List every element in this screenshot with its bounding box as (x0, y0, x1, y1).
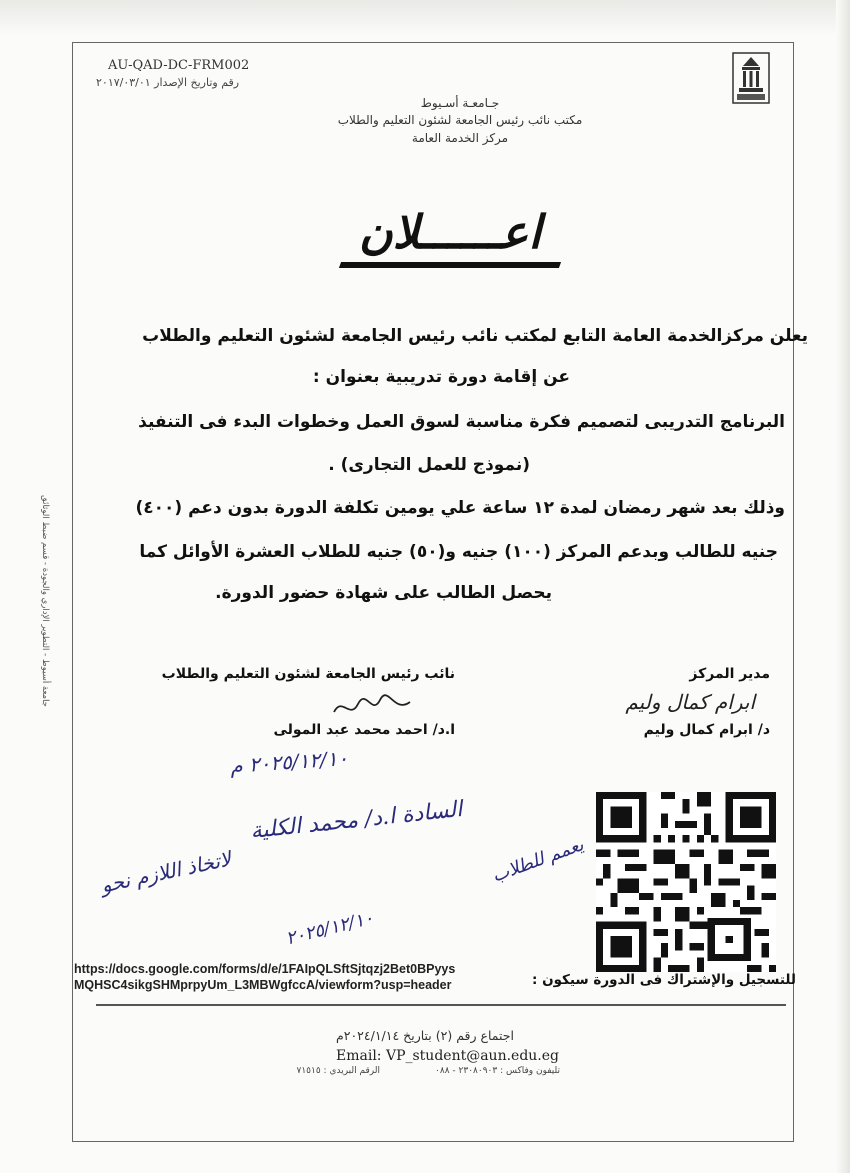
handwritten-note-3: ٢٠٢٥/١٢/١٠ (283, 907, 376, 950)
form-url-line-2[interactable]: MQHSC4sikgSHMprpyUm_L3MBWgfccA/viewform?usp=header (74, 978, 452, 992)
university-name: جـامعـة أسـيوط (420, 96, 500, 110)
body-line-3: البرنامج التدريبى لتصميم فكرة مناسبة لسوق العمل وخطوات البدء فى التنفيذ (138, 412, 785, 432)
center-name: مركز الخدمة العامة (411, 131, 509, 145)
register-label: للتسجيل والإشتراك فى الدورة سيكون : (531, 972, 796, 988)
body-line-6: جنيه للطالب وبدعم المركز (١٠٠) جنيه و(٥٠) جنيه للطلاب العشرة الأوائل كما (139, 542, 778, 562)
director-handwriting: ابرام كمال وليم (625, 690, 755, 714)
director-title: مدير المركز (689, 666, 770, 682)
body-line-7: يحصل الطالب على شهادة حضور الدورة. (215, 583, 552, 603)
body-line-1: يعلن مركزالخدمة العامة التابع لمكتب نائب رئيس الجامعة لشئون التعليم والطلاب (142, 326, 808, 346)
vp-name: ا.د/ احمد محمد عبد المولى (273, 722, 455, 738)
footer-divider (96, 1004, 786, 1006)
director-name: د/ ابرام كمال وليم (643, 722, 770, 738)
phone-line: تليفون وفاكس : ٢٣٠٨٠٩٠٣ - ٠٨٨ (435, 1066, 560, 1076)
qr-code-icon[interactable] (596, 792, 776, 972)
office-name: مكتب نائب رئيس الجامعة لشئون التعليم والطلاب (337, 113, 583, 127)
body-line-5: وذلك بعد شهر رمضان لمدة ١٢ ساعة علي يومين تكلفة الدورة بدون دعم (٤٠٠) (135, 498, 785, 518)
university-logo-icon (732, 52, 770, 104)
form-url-line-1[interactable]: https://docs.google.com/forms/d/e/1FAIpQLSftSjtqzj2Bet0BPyys (74, 962, 456, 976)
signature-scribble-icon (332, 692, 412, 722)
vp-title: نائب رئيس الجامعة لشئون التعليم والطلاب (161, 666, 455, 682)
form-code: AU-QAD-DC-FRM002 (108, 58, 250, 73)
body-line-4: (نموذج للعمل التجارى) . (328, 455, 530, 475)
body-line-2: عن إقامة دورة تدريبية بعنوان : (312, 367, 570, 387)
handwritten-date-stamp: ٢٠٢٥/١٢/١٠ م (229, 745, 349, 779)
announcement-title: اعــــــلان (358, 205, 542, 259)
handwritten-note-2: يعمم للطلاب (489, 834, 587, 887)
handwritten-addressee: السادة ا.د/ محمد الكلية (249, 796, 464, 845)
handwritten-note-1: لاتخاذ اللازم نحو (98, 846, 234, 898)
meeting-line: اجتماع رقم (٢) بتاريخ ٢٠٢٤/١/١٤م (336, 1028, 514, 1043)
side-document-note: جامعة أسيوط - التطوير الإداري والجودة - قسم ضبط الوثائق (40, 495, 50, 707)
email-line[interactable]: Email: VP_student@aun.edu.eg (336, 1048, 560, 1064)
title-underline (339, 262, 561, 268)
issue-line: رقم وتاريخ الإصدار ٢٠١٧/٠٣/٠١ (96, 76, 240, 89)
postal-line: الرقم البريدي : ٧١٥١٥ (296, 1066, 380, 1076)
scan-shadow-top (0, 0, 850, 36)
scan-shadow-right (836, 0, 850, 1173)
